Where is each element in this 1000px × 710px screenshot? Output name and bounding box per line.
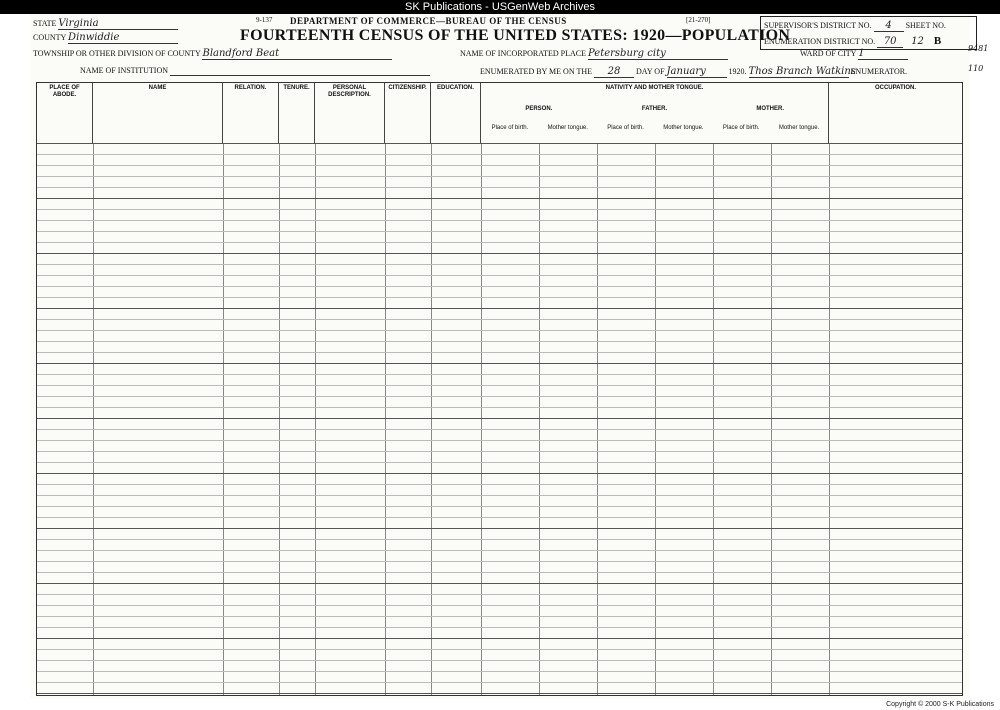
- col-education: EDUCATION.: [431, 83, 481, 143]
- grid-column-rule: [713, 143, 714, 695]
- enumerator-label: ENUMERATOR.: [850, 67, 908, 76]
- department-title: DEPARTMENT OF COMMERCE—BUREAU OF THE CENSUS: [290, 16, 567, 26]
- grid-row-rule: [37, 583, 962, 584]
- grid-row-rule: [37, 660, 962, 661]
- county-row: [33, 32, 178, 44]
- grid-row-rule: [37, 330, 962, 331]
- grid-row-rule: [37, 484, 962, 485]
- ward-label: WARD OF CITY: [800, 49, 857, 58]
- grid-row-rule: [37, 176, 962, 177]
- form-number: 9-137: [256, 16, 273, 24]
- state-value: Virginia: [58, 18, 178, 30]
- enum-month: January: [667, 66, 727, 78]
- col-tenure: TENURE.: [279, 83, 315, 143]
- grid-column-rule: [315, 143, 316, 695]
- tongue-person: Mother tongue.: [547, 125, 588, 131]
- grid-column-rule: [829, 143, 830, 695]
- census-title: FOURTEENTH CENSUS OF THE UNITED STATES: 1920—POPULATION: [240, 27, 791, 44]
- day-of-label: DAY OF: [636, 67, 665, 76]
- grid-row-rule: [37, 616, 962, 617]
- col-relation: RELATION.: [223, 83, 279, 143]
- grid-column-rule: [597, 143, 598, 695]
- person-subhead: PERSON.: [525, 106, 553, 112]
- grid-row-rule: [37, 506, 962, 507]
- grid-row-rule: [37, 297, 962, 298]
- grid-row-rule: [37, 319, 962, 320]
- enum-year: 1920.: [728, 67, 747, 76]
- grid-row-rule: [37, 594, 962, 595]
- grid-row-rule: [37, 374, 962, 375]
- grid-row-rule: [37, 495, 962, 496]
- grid-row-rule: [37, 253, 962, 254]
- grid-row-rule: [37, 275, 962, 276]
- grid-column-rule: [279, 143, 280, 695]
- grid-row-rule: [37, 539, 962, 540]
- grid-row-rule: [37, 242, 962, 243]
- institution-label: NAME OF INSTITUTION: [80, 66, 168, 75]
- township-row: [33, 48, 392, 60]
- grid-row-rule: [37, 462, 962, 463]
- institution-value: [170, 66, 430, 76]
- grid-row-rule: [37, 550, 962, 551]
- grid-row-rule: [37, 286, 962, 287]
- ed-value: 70: [877, 36, 903, 48]
- tongue-father: Mother tongue.: [663, 125, 704, 131]
- margin-note-1: 9481: [968, 44, 989, 53]
- enum-day: 28: [594, 66, 634, 78]
- census-sheet: [30, 14, 989, 699]
- grid-column-rule: [771, 143, 772, 695]
- grid-row-rule: [37, 231, 962, 232]
- grid-row-rule: [37, 341, 962, 342]
- supervisor-label: SUPERVISOR'S DISTRICT NO.: [764, 21, 872, 30]
- sheet-suffix: B: [933, 35, 942, 47]
- township-label: TOWNSHIP OR OTHER DIVISION OF COUNTY: [33, 49, 201, 58]
- pob-mother: Place of birth.: [722, 125, 760, 131]
- township-value: Blandford Beat: [202, 48, 392, 60]
- nativity-title: NATIVITY AND MOTHER TONGUE.: [605, 85, 704, 91]
- supervisor-value: 4: [874, 20, 904, 32]
- grid-row-rule: [37, 165, 962, 166]
- grid-row-rule: [37, 418, 962, 419]
- pob-father: Place of birth.: [607, 125, 644, 131]
- incorporated-label: NAME OF INCORPORATED PLACE: [460, 49, 587, 58]
- supervisor-row: [764, 20, 946, 32]
- grid-row-rule: [37, 572, 962, 573]
- census-grid: [36, 82, 963, 696]
- incorporated-row: [460, 48, 728, 60]
- grid-column-rule: [385, 143, 386, 695]
- institution-row: [80, 66, 430, 76]
- grid-row-rule: [37, 682, 962, 683]
- enumerator-name: Thos Branch Watkins: [748, 66, 856, 77]
- grid-row-rule: [37, 352, 962, 353]
- nativity-subheads: [481, 106, 828, 113]
- county-label: COUNTY: [33, 33, 67, 42]
- sheet-value: 12: [911, 36, 924, 47]
- grid-row-rule: [37, 264, 962, 265]
- grid-row-rule: [37, 396, 962, 397]
- grid-row-rule: [37, 308, 962, 309]
- grid-row-rule: [37, 198, 962, 199]
- enumerated-row: [480, 66, 907, 78]
- grid-row-rule: [37, 671, 962, 672]
- grid-row-rule: [37, 517, 962, 518]
- grid-column-rule: [93, 143, 94, 695]
- grid-column-rule: [655, 143, 656, 695]
- grid-row-rule: [37, 187, 962, 188]
- grid-row-rule: [37, 220, 962, 221]
- state-row: [33, 18, 178, 30]
- grid-row-rule: [37, 605, 962, 606]
- grid-row-rule: [37, 561, 962, 562]
- margin-note-2: 110: [968, 64, 984, 73]
- grid-row-rule: [37, 363, 962, 364]
- nativity-subsubheads: [481, 125, 828, 132]
- district-box: [760, 16, 977, 50]
- county-value: Dinwiddie: [68, 32, 178, 44]
- grid-row-rule: [37, 627, 962, 628]
- grid-column-rule: [431, 143, 432, 695]
- tongue-mother: Mother tongue.: [778, 125, 820, 131]
- ed-row: [764, 35, 941, 48]
- ward-value: 1: [858, 48, 908, 60]
- copyright: Copyright © 2000 S-K Publications: [886, 701, 994, 708]
- grid-row-rule: [37, 473, 962, 474]
- grid-row-rule: [37, 209, 962, 210]
- state-label: STATE: [33, 19, 57, 28]
- form-code: [21-270]: [686, 16, 711, 24]
- col-personal: PERSONAL DESCRIPTION.: [315, 83, 385, 143]
- mother-subhead: MOTHER.: [756, 106, 785, 112]
- father-subhead: FATHER.: [641, 106, 668, 112]
- incorporated-value: Petersburg city: [588, 48, 728, 60]
- grid-column-rule: [481, 143, 482, 695]
- grid-row-rule: [37, 451, 962, 452]
- grid-column-rule: [539, 143, 540, 695]
- ed-label: ENUMERATION DISTRICT NO.: [764, 37, 876, 46]
- grid-row-rule: [37, 385, 962, 386]
- grid-row-rule: [37, 649, 962, 650]
- col-citizenship: CITIZENSHIP.: [385, 83, 431, 143]
- grid-column-rule: [223, 143, 224, 695]
- grid-row-rule: [37, 528, 962, 529]
- col-name: NAME: [93, 83, 223, 143]
- enumerated-label: ENUMERATED BY ME ON THE: [480, 67, 592, 76]
- grid-row-rule: [37, 440, 962, 441]
- grid-row-rule: [37, 429, 962, 430]
- pob-person: Place of birth.: [491, 125, 529, 131]
- grid-row-rule: [37, 693, 962, 694]
- grid-row-rule: [37, 154, 962, 155]
- col-place-of-abode: PLACE OF ABODE.: [37, 83, 93, 143]
- col-nativity: [481, 83, 829, 143]
- sheet-label: SHEET NO.: [905, 21, 946, 30]
- grid-row-rule: [37, 407, 962, 408]
- grid-row-rule: [37, 638, 962, 639]
- archive-banner: SK Publications - USGenWeb Archives: [0, 0, 1000, 14]
- col-occupation: OCCUPATION.: [874, 85, 917, 91]
- grid-row-rule: [37, 143, 962, 144]
